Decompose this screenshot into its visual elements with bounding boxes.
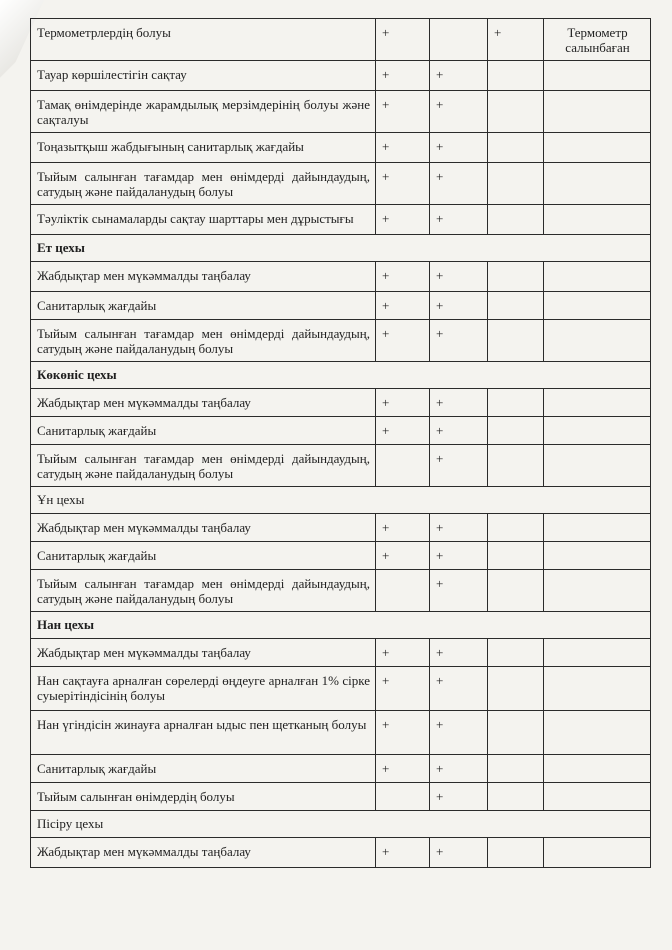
table-row — [31, 542, 651, 570]
mark-cell-2: + — [430, 838, 488, 868]
table-row — [31, 417, 651, 445]
inspection-checklist-table — [30, 18, 651, 868]
mark-cell-1: + — [376, 19, 430, 61]
mark-cell-1: + — [376, 838, 430, 868]
section-title: Ұн цехы — [31, 487, 651, 514]
section-row — [31, 362, 651, 389]
mark-cell-3 — [488, 514, 544, 542]
mark-cell-1: + — [376, 711, 430, 755]
mark-cell-3 — [488, 417, 544, 445]
note-cell — [544, 755, 651, 783]
note-cell — [544, 320, 651, 362]
mark-cell-3 — [488, 262, 544, 292]
section-title: Нан цехы — [31, 612, 651, 639]
mark-cell-1: + — [376, 91, 430, 133]
note-cell — [544, 91, 651, 133]
mark-cell-2: + — [430, 163, 488, 205]
table-row — [31, 838, 651, 868]
mark-cell-3 — [488, 639, 544, 667]
note-cell — [544, 667, 651, 711]
mark-cell-2: + — [430, 514, 488, 542]
table-row — [31, 445, 651, 487]
requirement-cell: Жабдықтар мен мүкәммалды таңбалау — [31, 639, 376, 667]
requirement-cell: Тыйым салынған тағамдар мен өнімдерді дайындаудың, сатудың және пайдаланудың болуы — [31, 445, 376, 487]
note-cell — [544, 163, 651, 205]
note-cell — [544, 570, 651, 612]
note-cell — [544, 542, 651, 570]
table-row — [31, 514, 651, 542]
table-row — [31, 91, 651, 133]
requirement-cell: Тыйым салынған тағамдар мен өнімдерді дайындаудың, сатудың және пайдаланудың болуы — [31, 570, 376, 612]
mark-cell-3 — [488, 838, 544, 868]
mark-cell-3 — [488, 783, 544, 811]
mark-cell-1: + — [376, 320, 430, 362]
mark-cell-1: + — [376, 639, 430, 667]
mark-cell-1 — [376, 445, 430, 487]
table-row — [31, 19, 651, 61]
table-row — [31, 639, 651, 667]
mark-cell-2: + — [430, 542, 488, 570]
note-cell — [544, 389, 651, 417]
requirement-cell: Тыйым салынған тағамдар мен өнімдерді дайындаудың, сатудың және пайдаланудың болуы — [31, 320, 376, 362]
mark-cell-3 — [488, 133, 544, 163]
requirement-cell: Тауар көршілестігін сақтау — [31, 61, 376, 91]
mark-cell-3 — [488, 205, 544, 235]
mark-cell-2: + — [430, 262, 488, 292]
mark-cell-1: + — [376, 205, 430, 235]
requirement-cell: Нан сақтауға арналған сөрелерді өңдеуге арналған 1% сірке суыерітіндісінің болуы — [31, 667, 376, 711]
table-row — [31, 320, 651, 362]
table-row — [31, 163, 651, 205]
mark-cell-3 — [488, 61, 544, 91]
section-title: Ет цехы — [31, 235, 651, 262]
mark-cell-1: + — [376, 755, 430, 783]
note-cell — [544, 711, 651, 755]
mark-cell-2: + — [430, 570, 488, 612]
table-row — [31, 783, 651, 811]
table-row — [31, 61, 651, 91]
mark-cell-3 — [488, 389, 544, 417]
requirement-cell: Жабдықтар мен мүкәммалды таңбалау — [31, 262, 376, 292]
mark-cell-2: + — [430, 445, 488, 487]
section-title: Көкөніс цехы — [31, 362, 651, 389]
mark-cell-2: + — [430, 711, 488, 755]
note-cell: Термометр салынбаған — [544, 19, 651, 61]
requirement-cell: Тәуліктік сынамаларды сақтау шарттары мен дұрыстығы — [31, 205, 376, 235]
mark-cell-3 — [488, 320, 544, 362]
mark-cell-1: + — [376, 417, 430, 445]
mark-cell-3 — [488, 292, 544, 320]
requirement-cell: Санитарлық жағдайы — [31, 417, 376, 445]
mark-cell-3 — [488, 163, 544, 205]
note-cell — [544, 61, 651, 91]
table-row — [31, 133, 651, 163]
mark-cell-2 — [430, 19, 488, 61]
note-cell — [544, 639, 651, 667]
mark-cell-2: + — [430, 667, 488, 711]
mark-cell-1: + — [376, 163, 430, 205]
mark-cell-3 — [488, 711, 544, 755]
mark-cell-2: + — [430, 639, 488, 667]
requirement-cell: Тыйым салынған өнімдердің болуы — [31, 783, 376, 811]
note-cell — [544, 262, 651, 292]
mark-cell-2: + — [430, 389, 488, 417]
requirement-cell: Жабдықтар мен мүкәммалды таңбалау — [31, 838, 376, 868]
note-cell — [544, 417, 651, 445]
mark-cell-1: + — [376, 542, 430, 570]
requirement-cell: Жабдықтар мен мүкәммалды таңбалау — [31, 514, 376, 542]
section-row — [31, 612, 651, 639]
mark-cell-1: + — [376, 262, 430, 292]
mark-cell-1 — [376, 783, 430, 811]
requirement-cell: Термометрлердің болуы — [31, 19, 376, 61]
table-row — [31, 667, 651, 711]
table-row — [31, 262, 651, 292]
mark-cell-3 — [488, 91, 544, 133]
section-row — [31, 811, 651, 838]
mark-cell-1: + — [376, 514, 430, 542]
table-row — [31, 292, 651, 320]
table-row — [31, 389, 651, 417]
mark-cell-2: + — [430, 292, 488, 320]
section-row — [31, 235, 651, 262]
mark-cell-3 — [488, 542, 544, 570]
section-row — [31, 487, 651, 514]
mark-cell-1 — [376, 570, 430, 612]
requirement-cell: Нан үгіндісін жинауға арналған ыдыс пен щетканың болуы — [31, 711, 376, 755]
mark-cell-2: + — [430, 755, 488, 783]
table-row — [31, 205, 651, 235]
requirement-cell: Тоңазытқыш жабдығының санитарлық жағдайы — [31, 133, 376, 163]
table-row — [31, 570, 651, 612]
mark-cell-3 — [488, 667, 544, 711]
mark-cell-2: + — [430, 61, 488, 91]
requirement-cell: Санитарлық жағдайы — [31, 542, 376, 570]
note-cell — [544, 292, 651, 320]
mark-cell-1: + — [376, 133, 430, 163]
mark-cell-2: + — [430, 133, 488, 163]
note-cell — [544, 445, 651, 487]
requirement-cell: Санитарлық жағдайы — [31, 292, 376, 320]
requirement-cell: Тыйым салынған тағамдар мен өнімдерді дайындаудың, сатудың және пайдаланудың болуы — [31, 163, 376, 205]
mark-cell-1: + — [376, 61, 430, 91]
mark-cell-2: + — [430, 417, 488, 445]
note-cell — [544, 838, 651, 868]
requirement-cell: Санитарлық жағдайы — [31, 755, 376, 783]
table-row — [31, 711, 651, 755]
mark-cell-1: + — [376, 292, 430, 320]
mark-cell-2: + — [430, 783, 488, 811]
mark-cell-3: + — [488, 19, 544, 61]
mark-cell-3 — [488, 445, 544, 487]
mark-cell-1: + — [376, 389, 430, 417]
table-row — [31, 755, 651, 783]
section-title: Пісіру цехы — [31, 811, 651, 838]
requirement-cell: Тамақ өнімдерінде жарамдылық мерзімдерінің болуы және сақталуы — [31, 91, 376, 133]
mark-cell-3 — [488, 755, 544, 783]
mark-cell-1: + — [376, 667, 430, 711]
note-cell — [544, 205, 651, 235]
requirement-cell: Жабдықтар мен мүкәммалды таңбалау — [31, 389, 376, 417]
mark-cell-2: + — [430, 91, 488, 133]
mark-cell-2: + — [430, 320, 488, 362]
mark-cell-2: + — [430, 205, 488, 235]
note-cell — [544, 133, 651, 163]
note-cell — [544, 783, 651, 811]
note-cell — [544, 514, 651, 542]
mark-cell-3 — [488, 570, 544, 612]
